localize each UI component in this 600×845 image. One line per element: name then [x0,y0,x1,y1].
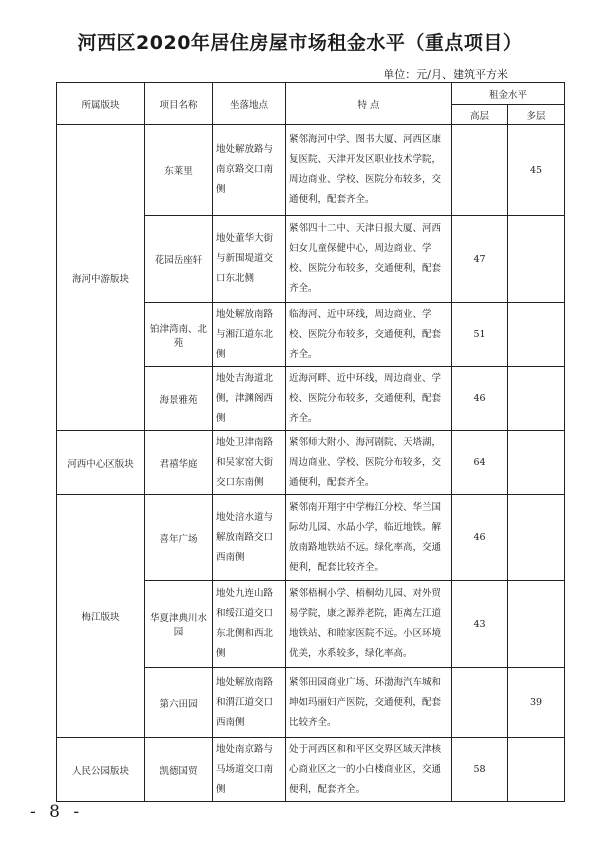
header-project: 项目名称 [145,83,213,125]
features-cell: 处于河西区和和平区交界区域天津核心商业区之一的小白楼商业区，交通便利，配套齐全。 [286,738,452,802]
project-name: 君禧华庭 [145,431,213,495]
rent-high: 46 [452,367,508,431]
location-cell: 地处解放路与南京路交口南侧 [213,125,286,216]
location-cell: 地处涪水道与解放南路交口西南侧 [213,495,286,581]
header-block: 所属版块 [57,83,145,125]
location-cell: 地处解放南路和渭江道交口西南侧 [213,668,286,738]
rent-multi [508,581,565,668]
project-name: 喜年广场 [145,495,213,581]
rent-high: 46 [452,495,508,581]
features-cell: 临海河、近中环线，周边商业、学校、医院分布较多，交通便利，配套齐全。 [286,303,452,367]
rent-high [452,668,508,738]
rent-multi [508,431,565,495]
location-cell: 地处解放南路与湘江道东北侧 [213,303,286,367]
block-cell: 河西中心区版块 [57,431,145,495]
header-high: 高层 [452,105,508,125]
location-cell: 地处南京路与马场道交口南侧 [213,738,286,802]
rent-multi: 39 [508,668,565,738]
features-cell: 近海河畔、近中环线，周边商业、学校、医院分布较多，交通便利，配套齐全。 [286,367,452,431]
header-multi: 多层 [508,105,565,125]
header-location: 坐落地点 [213,83,286,125]
rent-high: 64 [452,431,508,495]
block-cell: 人民公园版块 [57,738,145,802]
rent-high: 43 [452,581,508,668]
features-cell: 紧邻田园商业广场、环渤海汽车城和坤如玛丽妇产医院，交通便利，配套比较齐全。 [286,668,452,738]
project-name: 铂津湾南、北苑 [145,303,213,367]
project-name: 第六田园 [145,668,213,738]
page-number: - 8 - [30,802,84,822]
block-cell: 海河中游版块 [57,125,145,431]
location-cell: 地处吉海道北侧，津渊阁西侧 [213,367,286,431]
features-cell: 紧邻南开翔宇中学梅江分校、华兰国际幼儿园、水晶小学，临近地铁。解放南路地铁站不远。绿化率高，交通便利，配套比较齐全。 [286,495,452,581]
location-cell: 地处九连山路和绥江道交口东北侧和西北侧 [213,581,286,668]
features-cell: 紧邻四十二中、天津日报大厦、河西妇女儿童保健中心，周边商业、学校、医院分布较多，交通便利，配套齐全。 [286,216,452,303]
rent-multi [508,303,565,367]
table-row [57,125,565,216]
table-row [57,431,565,495]
rent-multi [508,367,565,431]
rent-high: 51 [452,303,508,367]
project-name: 东莱里 [145,125,213,216]
header-rent: 租金水平 [452,83,565,105]
location-cell: 地处卫津南路和吴家窑大街交口东南侧 [213,431,286,495]
project-name: 花园岳座轩 [145,216,213,303]
rent-multi: 45 [508,125,565,216]
project-name: 海景雅苑 [145,367,213,431]
features-cell: 紧邻梧桐小学、梧桐幼儿园、对外贸易学院，康之源养老院，距离左江道地铁站、和睦家医院不远。小区环境优美，水系较多，绿化率高。 [286,581,452,668]
table-row [57,495,565,581]
table-row [57,738,565,802]
rent-multi [508,738,565,802]
features-cell: 紧邻师大附小、海河剧院、天塔湖，周边商业、学校、医院分布较多，交通便利，配套齐全。 [286,431,452,495]
features-cell: 紧邻海河中学、图书大厦、河西区康复医院、天津开发区职业技术学院，周边商业、学校、医院分布较多，交通便利，配套齐全。 [286,125,452,216]
document-title: 河西区2020年居住房屋市场租金水平（重点项目） [77,32,523,54]
block-cell: 梅江版块 [57,495,145,738]
rent-table [56,82,565,802]
rent-multi [508,216,565,303]
rent-high: 58 [452,738,508,802]
project-name: 华夏津典川水园 [145,581,213,668]
rent-multi [508,495,565,581]
rent-high [452,125,508,216]
unit-note: 单位：元/月、建筑平方米 [383,68,508,81]
rent-high: 47 [452,216,508,303]
header-features: 特 点 [286,83,452,125]
location-cell: 地处董华大街与新围堤道交口东北侧 [213,216,286,303]
project-name: 凯德国贸 [145,738,213,802]
